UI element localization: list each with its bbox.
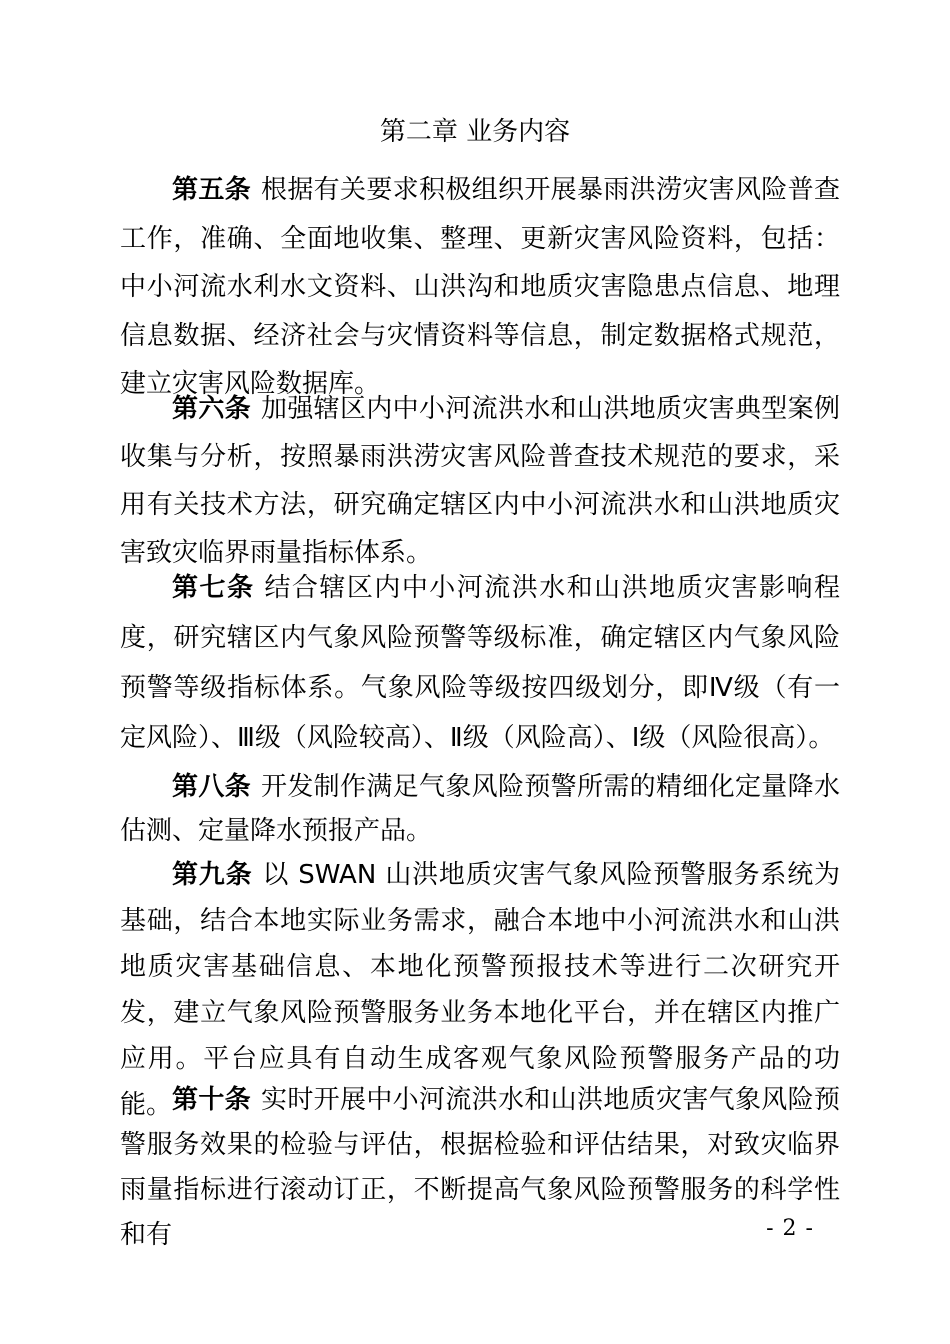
article-number: 第八条 <box>172 772 251 802</box>
article-text: 结合辖区内中小河流洪水和山洪地质灾害影响程度，研究辖区内气象风险预警等级标准，确定辖区内气象风险预警等级指标体系。气象风险等级按四级划分，即Ⅳ级（有一定风险）、Ⅲ级（风险较高）、Ⅱ级（风险高）、Ⅰ级（风险很高）。 <box>120 573 840 753</box>
article-text: 根据有关要求积极组织开展暴雨洪涝灾害风险普查工作，准确、全面地收集、整理、更新灾害风险资料，包括：中小河流水利水文资料、山洪沟和地质灾害隐患点信息、地理信息数据、经济社会与灾情资料等信息，制定数据格式规范，建立灾害风险数据库。 <box>120 175 840 399</box>
article-text: 开发制作满足气象风险预警所需的精细化定量降水估测、定量降水预报产品。 <box>120 772 840 846</box>
article-paragraph <box>120 1078 840 1258</box>
chapter-title: 第二章 业务内容 <box>379 117 571 147</box>
article-text: 实时开展中小河流洪水和山洪地质灾害气象风险预警服务效果的检验与评估，根据检验和评估结果，对致灾临界雨量指标进行滚动订正，不断提高气象风险预警服务的科学性和有 <box>120 1085 840 1250</box>
article-number: 第六条 <box>172 394 251 424</box>
article-paragraph <box>120 166 840 409</box>
article-paragraph <box>120 765 840 853</box>
article-number: 第十条 <box>172 1085 251 1115</box>
article-text: 以 SWAN 山洪地质灾害气象风险预警服务系统为基础，结合本地实际业务需求，融合本地中小河流洪水和山洪地质灾害基础信息、本地化预警预报技术等进行二次研究开发，建立气象风险预警服务业务本地化平台，并在辖区内推广应用。平台应具有自动生成客观气象风险预警服务产品的功能。 <box>120 860 840 1120</box>
page-number: - 2 - <box>766 1216 814 1241</box>
article-paragraph <box>120 385 840 577</box>
article-number: 第五条 <box>172 175 251 205</box>
article-text: 加强辖区内中小河流洪水和山洪地质灾害典型案例收集与分析，按照暴雨洪涝灾害风险普查技术规范的要求，采用有关技术方法，研究确定辖区内中小河流洪水和山洪地质灾害致灾临界雨量指标体系。 <box>120 394 840 568</box>
article-paragraph <box>120 563 840 763</box>
article-number: 第九条 <box>172 860 253 890</box>
article-number: 第七条 <box>172 573 255 603</box>
